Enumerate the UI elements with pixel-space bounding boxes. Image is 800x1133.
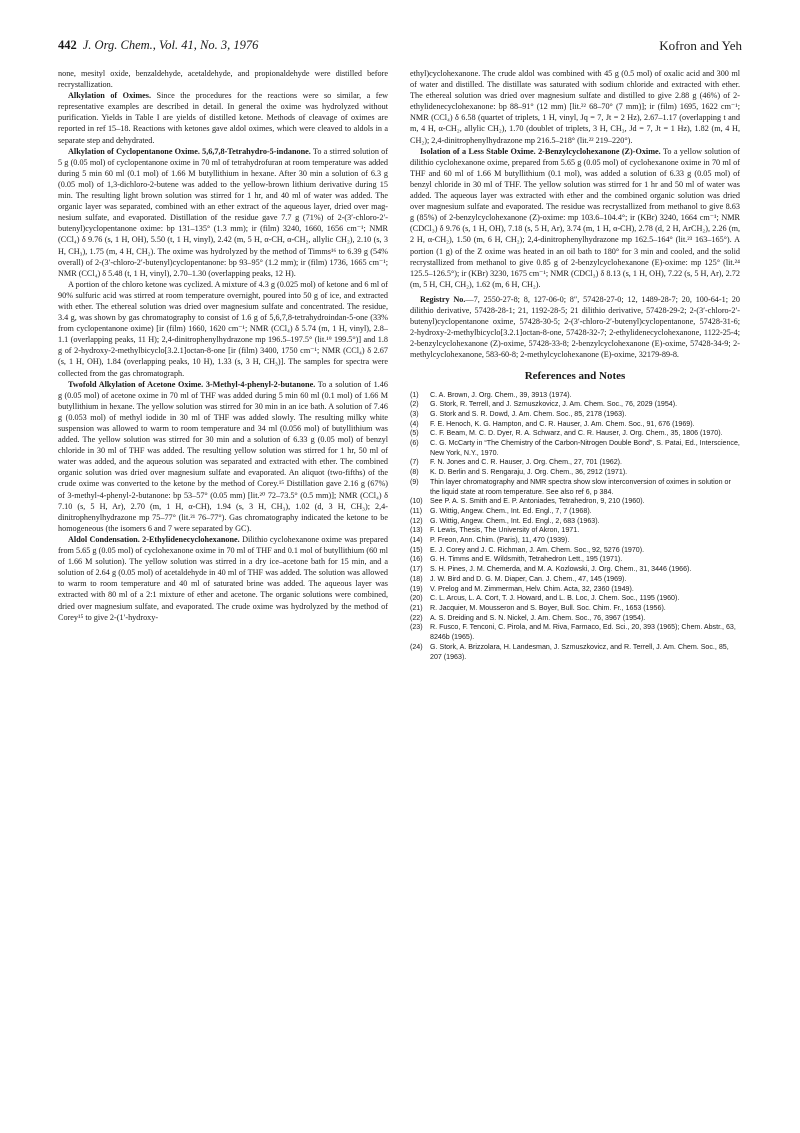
reference-text: K. D. Berlin and S. Rengaraju, J. Org. Chem., 36, 2912 (1971). [430, 468, 628, 477]
reference-number: (24) [410, 642, 423, 651]
reference-number: (7) [410, 458, 419, 467]
reference-text: G. Stork and S. R. Dowd, J. Am. Chem. Soc., 85, 2178 (1963). [430, 409, 627, 418]
reference-item [410, 604, 740, 614]
reference-item [410, 497, 740, 507]
references-list [410, 391, 740, 663]
reference-number: (14) [410, 536, 423, 545]
paragraph: A portion of the chloro ketone was cyclized. A mixture of 4.3 g (0.025 mol) of ketone and 6 ml of 90% sulfuric acid was stirred at room temperature overnight, poured into 50 g of ice, and extracted with ether. The ethereal solution was dried over magnesium sulfate and concentrated. The residue, 3.4 g, was shown by gas chromatography to consist of 1.6 g of 5,6,7,8-tetrahydroindan-5-one (33% from cyclopentanone oxime) [ir (film) 1660, 1620 cm⁻¹; NMR (CCl₄) δ 5.74 (m, 1 H, vinyl), 2.8–1.1 (overlapping peaks, 11 H); 2,4-dinitrophenylhydrazone mp 196.5–197.5° (lit.¹⁹ 199.5°)] and 1.8 g of 2-hydroxy-2-methylbicyclo[3.2.1]octan-8-one [ir (film) 3400, 1750 cm⁻¹; NMR (CCl₄) δ 2.67 (s, 1 H, OH), 1.84 (overlapping peaks, 10 H), 1.33 (s, 3 H, CH₃)]. The samples for spectra were collected from the gas chromatograph. [58, 279, 388, 378]
reference-text: P. Freon, Ann. Chim. (Paris), 11, 470 (1939). [430, 536, 570, 545]
reference-item [410, 517, 740, 527]
reference-item [410, 614, 740, 624]
reference-number: (5) [410, 429, 419, 438]
paragraph [58, 146, 388, 279]
reference-text: R. Fusco, F. Tenconi, C. Pirola, and M. Riva, Farmaco, Ed. Sci., 20, 393 (1965); Chem. Abstr., 63, 8246b (1965). [430, 623, 736, 642]
reference-number: (19) [410, 584, 423, 593]
reference-text: Thin layer chromatography and NMR spectra show slow interconversion of oximes in solution or the liquid state at room temperature. See also ref 6, p 384. [430, 477, 731, 496]
reference-number: (3) [410, 409, 419, 418]
reference-item [410, 575, 740, 585]
section-heading: Aldol Condensation. 2-Ethylidenecyclohexanone. [68, 534, 240, 544]
reference-item [410, 594, 740, 604]
paragraph-body: Since the procedures for the reactions were so similar, a few representative examples are described in detail. In general the oxime was hydrolyzed without purification. Yields in Table I are yields of distilled ketone. Methods of cleavage of oximes are reported in ref 15–18. Reactions with ketones gave aldol oximes, which were cleaved to aldols in a separate step and dehydrated. [58, 91, 388, 145]
reference-text: C. A. Brown, J. Org. Chem., 39, 3913 (1974). [430, 390, 572, 399]
reference-item [410, 546, 740, 556]
paragraph [58, 379, 388, 534]
reference-text: A. S. Dreiding and S. N. Nickel, J. Am. Chem. Soc., 76, 3967 (1954). [430, 613, 646, 622]
section-heading: Alkylation of Cyclopentanone Oxime. 5,6,7,8-Tetrahydro-5-indanone. [68, 146, 311, 156]
reference-text: G. Wittig, Angew. Chem., Int. Ed. Engl., 7, 7 (1968). [430, 506, 592, 515]
reference-number: (23) [410, 623, 423, 632]
reference-item [410, 439, 740, 458]
reference-number: (4) [410, 419, 419, 428]
journal-citation: J. Org. Chem., Vol. 41, No. 3, 1976 [82, 38, 259, 52]
paragraph: ethyl)cyclohexanone. The crude aldol was combined with 45 g (0.5 mol) of oxalic acid and 300 ml of water and distilled. The distillate was saturated with sodium chloride and extracted with ether. The ethereal solution was dried over magnesium sulfate and distilled to give 2.88 g (46%) of 2-ethylidenecyclohexanone: bp 88–91° (12 mm) [lit.²² 68–70° (7 mm)]; ir (film) 1695, 1622 cm⁻¹; NMR (CCl₄) δ 6.58 (quartet of triplets, 1 H, vinyl, Jq = 7, Jt = 2 Hz), 2.67–1.17 (overlapping t and m, 4 H, α-CH₂, allylic CH₂), 1.70 (doublet of triplets, 3 H, CH₃, Jd = 7, Jt = 1 Hz), 1.82 (m, 4 H, CH₂); 2,4-dinitrophenylhydrazone mp 216.5–218° (lit.²² 219–220°). [410, 69, 740, 145]
paragraph-body: To a solution of 1.46 g (0.05 mol) of acetone oxime in 70 ml of THF was added during 5 min 60 ml (0.1 mol) of 1.66 M butyllithium in hexane. The yellow solution was stirred for 30 min in an ice bath. A solution of 7.46 g (0.053 mol) of methyl iodide in 30 ml of THF was added slowly. The resulting milky white suspension was allowed to warm to room temperature and 34 ml (0.056 mol) of butyllithium was added. The yellow solution was stirred for 30 min and a solution of 6.33 g (0.05 mol) of benzyl chloride in 30 ml of THF was added. The resulting yellow solution was stirred for 1 hr, 50 ml of water was added, and the aqueous solution was separated and extracted with ether. The combined organic solution was dried over magnesium sulfate and evaporated. An aliquot (two-fifths) of the crude oxime was converted to the ketone by the method of Corey.¹⁵ Distillation gave 2.16 g (67%) of 3-methyl-4-phenyl-2-butanone: bp 53–57° (0.05 mm) [lit.²⁰ 72–73.5° (0.5 mm)]; NMR (CCl₄) δ 7.10 (s, 5 H, Ar), 2.70 (m, 1 H, α-CH), 1.94 (s, 3 H, CH₃), 1.02 (d, 3 H, CH₃); 2,4-dinitrophenylhydrazone mp 75–77° (lit.²¹ 76–77°). Gas chromatography indicated the ketone to be homogeneous (the isomers 6 and 7 were separated by GC). [58, 379, 388, 533]
reference-text: G. H. Timms and E. Wildsmith, Tetrahedron Lett., 195 (1971). [430, 555, 623, 564]
reference-item [410, 468, 740, 478]
reference-text: F. E. Henoch, K. G. Hampton, and C. R. Hauser, J. Am. Chem. Soc., 91, 676 (1969). [430, 419, 695, 428]
reference-item [410, 585, 740, 595]
paragraph-body: To a stirred solution of 5 g (0.05 mol) of cyclopentanone oxime in 70 ml of tetrahydrofuran at room temperature was added during 5 min 60 ml (0.1 mol) of 1.66 M butyllithium in hexane. After 30 min a solution of 6.3 g (0.05 mol) of 1,3-dichloro-2-butene was added to the yellow-brown lithium derivative during 15 min. The resulting light brown solution was stirred for 1 hr, and 40 ml of water was added. The organic layer was separated, combined with an ether extract of the aqueous layer, dried over magnesium sulfate, and evaporated. Distillation of the residue gave 7.7 g (71%) of 2-(3′-chloro-2′-butenyl)cyclopentanone oxime: bp 131–135° (1.3 mm); ir (film) 3240, 1660, 1656 cm⁻¹; NMR (CCl₄) δ 9.76 (s, 1 H, OH), 5.50 (t, 1 H, vinyl), 2.42 (m, 5 H, α-CH, α-CH₂, allylic CH₂), 2.10 (s, 3 H, CH₃), 1.75 (m, 4 H, CH₂). The oxime was hydrolyzed by the method of Timms¹⁶ to 6.39 g (54% overall) of 2-(3′-chloro-2′-butenyl)cyclopentanone: bp 93–95° (1.2 mm); ir (film) 1736, 1665 cm⁻¹; NMR (CCl₄) δ 5.48 (t, 1 H, vinyl), 2.70–1.30 (overlapping peaks, 12 H). [58, 146, 388, 278]
references-title: References and Notes [524, 370, 626, 383]
reference-text: C. F. Beam, M. C. D. Dyer, R. A. Schwarz, and C. R. Hauser, J. Org. Chem., 35, 1806 (1970). [430, 429, 723, 438]
reference-text: R. Jacquier, M. Mousseron and S. Boyer, Bull. Soc. Chim. Fr., 1653 (1956). [430, 604, 666, 612]
section-heading: Alkylation of Oximes. [68, 91, 152, 101]
paragraph [410, 146, 740, 290]
reference-number: (21) [410, 604, 423, 612]
reference-text: J. W. Bird and D. G. M. Diaper, Can. J. Chem., 47, 145 (1969). [430, 574, 627, 583]
header-left [58, 38, 258, 53]
reference-text: G. Wittig, Angew. Chem., Int. Ed. Engl., 2, 683 (1963). [430, 516, 600, 525]
paragraph-body: To a yellow solution of dilithio cyclohexanone oxime, prepared from 5.65 g (0.05 mol) of cyclohexanone oxime in 70 ml of THF and 60 ml of 1.66 M butyllithium (0.1 mol), was added a solution of 6.33 g (0.05 mol) of benzyl chloride in 30 ml of THF. The yellow solution was stirred for 1 hr and 50 ml of water was added. The aqueous layer was extracted with ether and the combined organic solution was dried over magnesium sulfate and evaporated. The residue was recrystallized from methanol to give 8.63 g (85%) of 2-benzylcyclohexanone (Z)-oxime: mp 103.6–104.4°; ir (KBr) 3240, 1664 cm⁻¹; NMR (CDCl₃) δ 9.76 (s, 1 H, OH), 7.18 (s, 5 H, Ar), 3.74 (m, 1 H, α-CH), 2.78 (d, 2 H, ArCH₂), 2.26 (m, 2 H, α-CH₂), 1.50 (m, 6 H, CH₂); 2,4-dinitrophenylhydrazone mp 162.5–164° (lit.²³ 163–165°). A portion (1 g) of the Z oxime was heated in an oil bath to 180° for 3 min and cooled, and the solid recrystallized from methanol to give 0.85 g of 2-benzylcyclohexanone (E)-oxime: mp 125° (lit.²⁴ 125.5–126.5°); ir (KBr) 3230, 1675 cm⁻¹; NMR (CDCl₃) δ 8.13 (s, 1 H, OH), 7.22 (s, 5 H, Ar), 2.72 (m, 5 H, CH, CH₂), 1.62 (m, 6 H, CH₂). [410, 146, 740, 289]
reference-item [410, 623, 740, 642]
registry-body: —7, 2550-27-8; 8, 127-06-0; 8″, 57428-27-0; 12, 1489-28-7; 20, 100-64-1; 20 dilithio derivative, 57428-28-1; 21, 1192-28-5; 21 dilithio derivative, 57428-29-2; 2-(3′-chloro-2′-butenyl)cyclopentanone oxime, 57428-30-5; 2-(3′-chloro-2′-butenyl)cyclopentanone, 57428-31-6; 2-hydroxy-2-methylbicyclo[3.2.1]octan-8-one, 57428-32-7; 2-ethylidenecyclohexanone, 1122-25-4; 2-benzylcyclohexanone (Z)-oxime, 57428-33-8; 2-benzylcyclohexanone (E)-oxime, 57428-34-9; 2-methylcyclohexanone, 583-60-8; 2-methylcyclohexanone (E)-oxime, 32179-89-8. [410, 294, 740, 360]
reference-text: F. N. Jones and C. R. Hauser, J. Org. Chem., 27, 701 (1962). [430, 458, 623, 467]
reference-text: V. Prelog and M. Zimmerman, Helv. Chim. Acta, 32, 2360 (1949). [430, 584, 634, 593]
reference-item [410, 400, 740, 410]
registry-heading: Registry No. [420, 294, 466, 304]
reference-item [410, 429, 740, 439]
reference-text: S. H. Pines, J. M. Chemerda, and M. A. Kozlowski, J. Org. Chem., 31, 3446 (1966). [430, 565, 692, 574]
reference-number: (1) [410, 390, 419, 399]
reference-item [410, 643, 740, 662]
reference-number: (10) [410, 497, 423, 506]
reference-number: (9) [410, 477, 419, 486]
page-header [58, 38, 742, 56]
reference-item [410, 526, 740, 536]
right-column [410, 68, 740, 1108]
reference-text: G. Stork, R. Terrell, and J. Szmuszkovicz, J. Am. Chem. Soc., 76, 2029 (1954). [430, 400, 678, 409]
reference-number: (15) [410, 545, 423, 554]
reference-item [410, 420, 740, 430]
reference-item [410, 410, 740, 420]
paragraph-body: Dilithio cyclohexanone oxime was prepared from 5.65 g (0.05 mol) of cyclohexanone oxime in 70 ml of THF and 0.1 mol of butyllithium (60 ml of 1.66 M solution). The yellow solution was stirred in a dry ice–acetone bath for 15 min, and a solution of 2.64 g (0.05 mol) of acetaldehyde in 40 ml of THF was added. The solution was allowed to warm to room temperature and 40 ml of saturated brine was added. The aqueous layer was extracted with 80 ml of a 2:1 mixture of ether and acetone. The organic solutions were combined, dried over magnesium sulfate, and evaporated. The crude oxime was hydrolyzed by the method of Corey¹⁵ to give 2-(1′-hydroxy- [58, 534, 388, 622]
left-column [58, 68, 388, 1108]
reference-item [410, 555, 740, 565]
reference-item [410, 391, 740, 401]
reference-item [410, 458, 740, 468]
reference-number: (13) [410, 526, 423, 535]
reference-item [410, 536, 740, 546]
reference-text: C. G. McCarty in “The Chemistry of the Carbon-Nitrogen Double Bond”, S. Patai, Ed., Interscience, New York, N.Y., 1970. [430, 439, 740, 457]
page-number: 442 [58, 38, 77, 52]
reference-number: (8) [410, 468, 419, 477]
reference-item [410, 565, 740, 575]
reference-text: F. Lewis, Thesis, The University of Akron, 1971. [430, 526, 580, 535]
paragraph: none, mesityl oxide, benzaldehyde, acetaldehyde, and propionaldehyde were distilled before recrystallization. [58, 69, 388, 90]
section-heading: Isolation of a Less Stable Oxime. 2-Benzylcyclohexanone (Z)-Oxime. [420, 146, 661, 156]
reference-text: G. Stork, A. Brizzolara, H. Landesman, J. Szmuszkovicz, and R. Terrell, J. Am. Chem. Soc., 85, 207 (1963). [430, 642, 729, 661]
paragraph [58, 90, 388, 145]
reference-text: E. J. Corey and J. C. Richman, J. Am. Chem. Soc., 92, 5276 (1970). [430, 545, 645, 554]
reference-item [410, 478, 740, 497]
reference-number: (18) [410, 574, 423, 583]
reference-number: (17) [410, 565, 423, 574]
reference-text: C. L. Arcus, L. A. Cort, T. J. Howard, and L. B. Loc, J. Chem. Soc., 1195 (1960). [430, 594, 680, 603]
registry-paragraph [410, 294, 740, 361]
reference-number: (2) [410, 400, 419, 409]
reference-number: (20) [410, 594, 423, 603]
header-authors: Kofron and Yeh [659, 38, 742, 53]
reference-item [410, 507, 740, 517]
reference-text: See P. A. S. Smith and E. P. Antoniades, Tetrahedron, 9, 210 (1960). [430, 497, 645, 506]
reference-number: (16) [410, 555, 423, 564]
reference-number: (22) [410, 613, 423, 622]
section-heading: Twofold Alkylation of Acetone Oxime. 3-Methyl-4-phenyl-2-butanone. [68, 379, 316, 389]
paragraph [58, 534, 388, 623]
reference-number: (6) [410, 439, 419, 448]
reference-number: (11) [410, 506, 423, 515]
reference-number: (12) [410, 516, 423, 525]
